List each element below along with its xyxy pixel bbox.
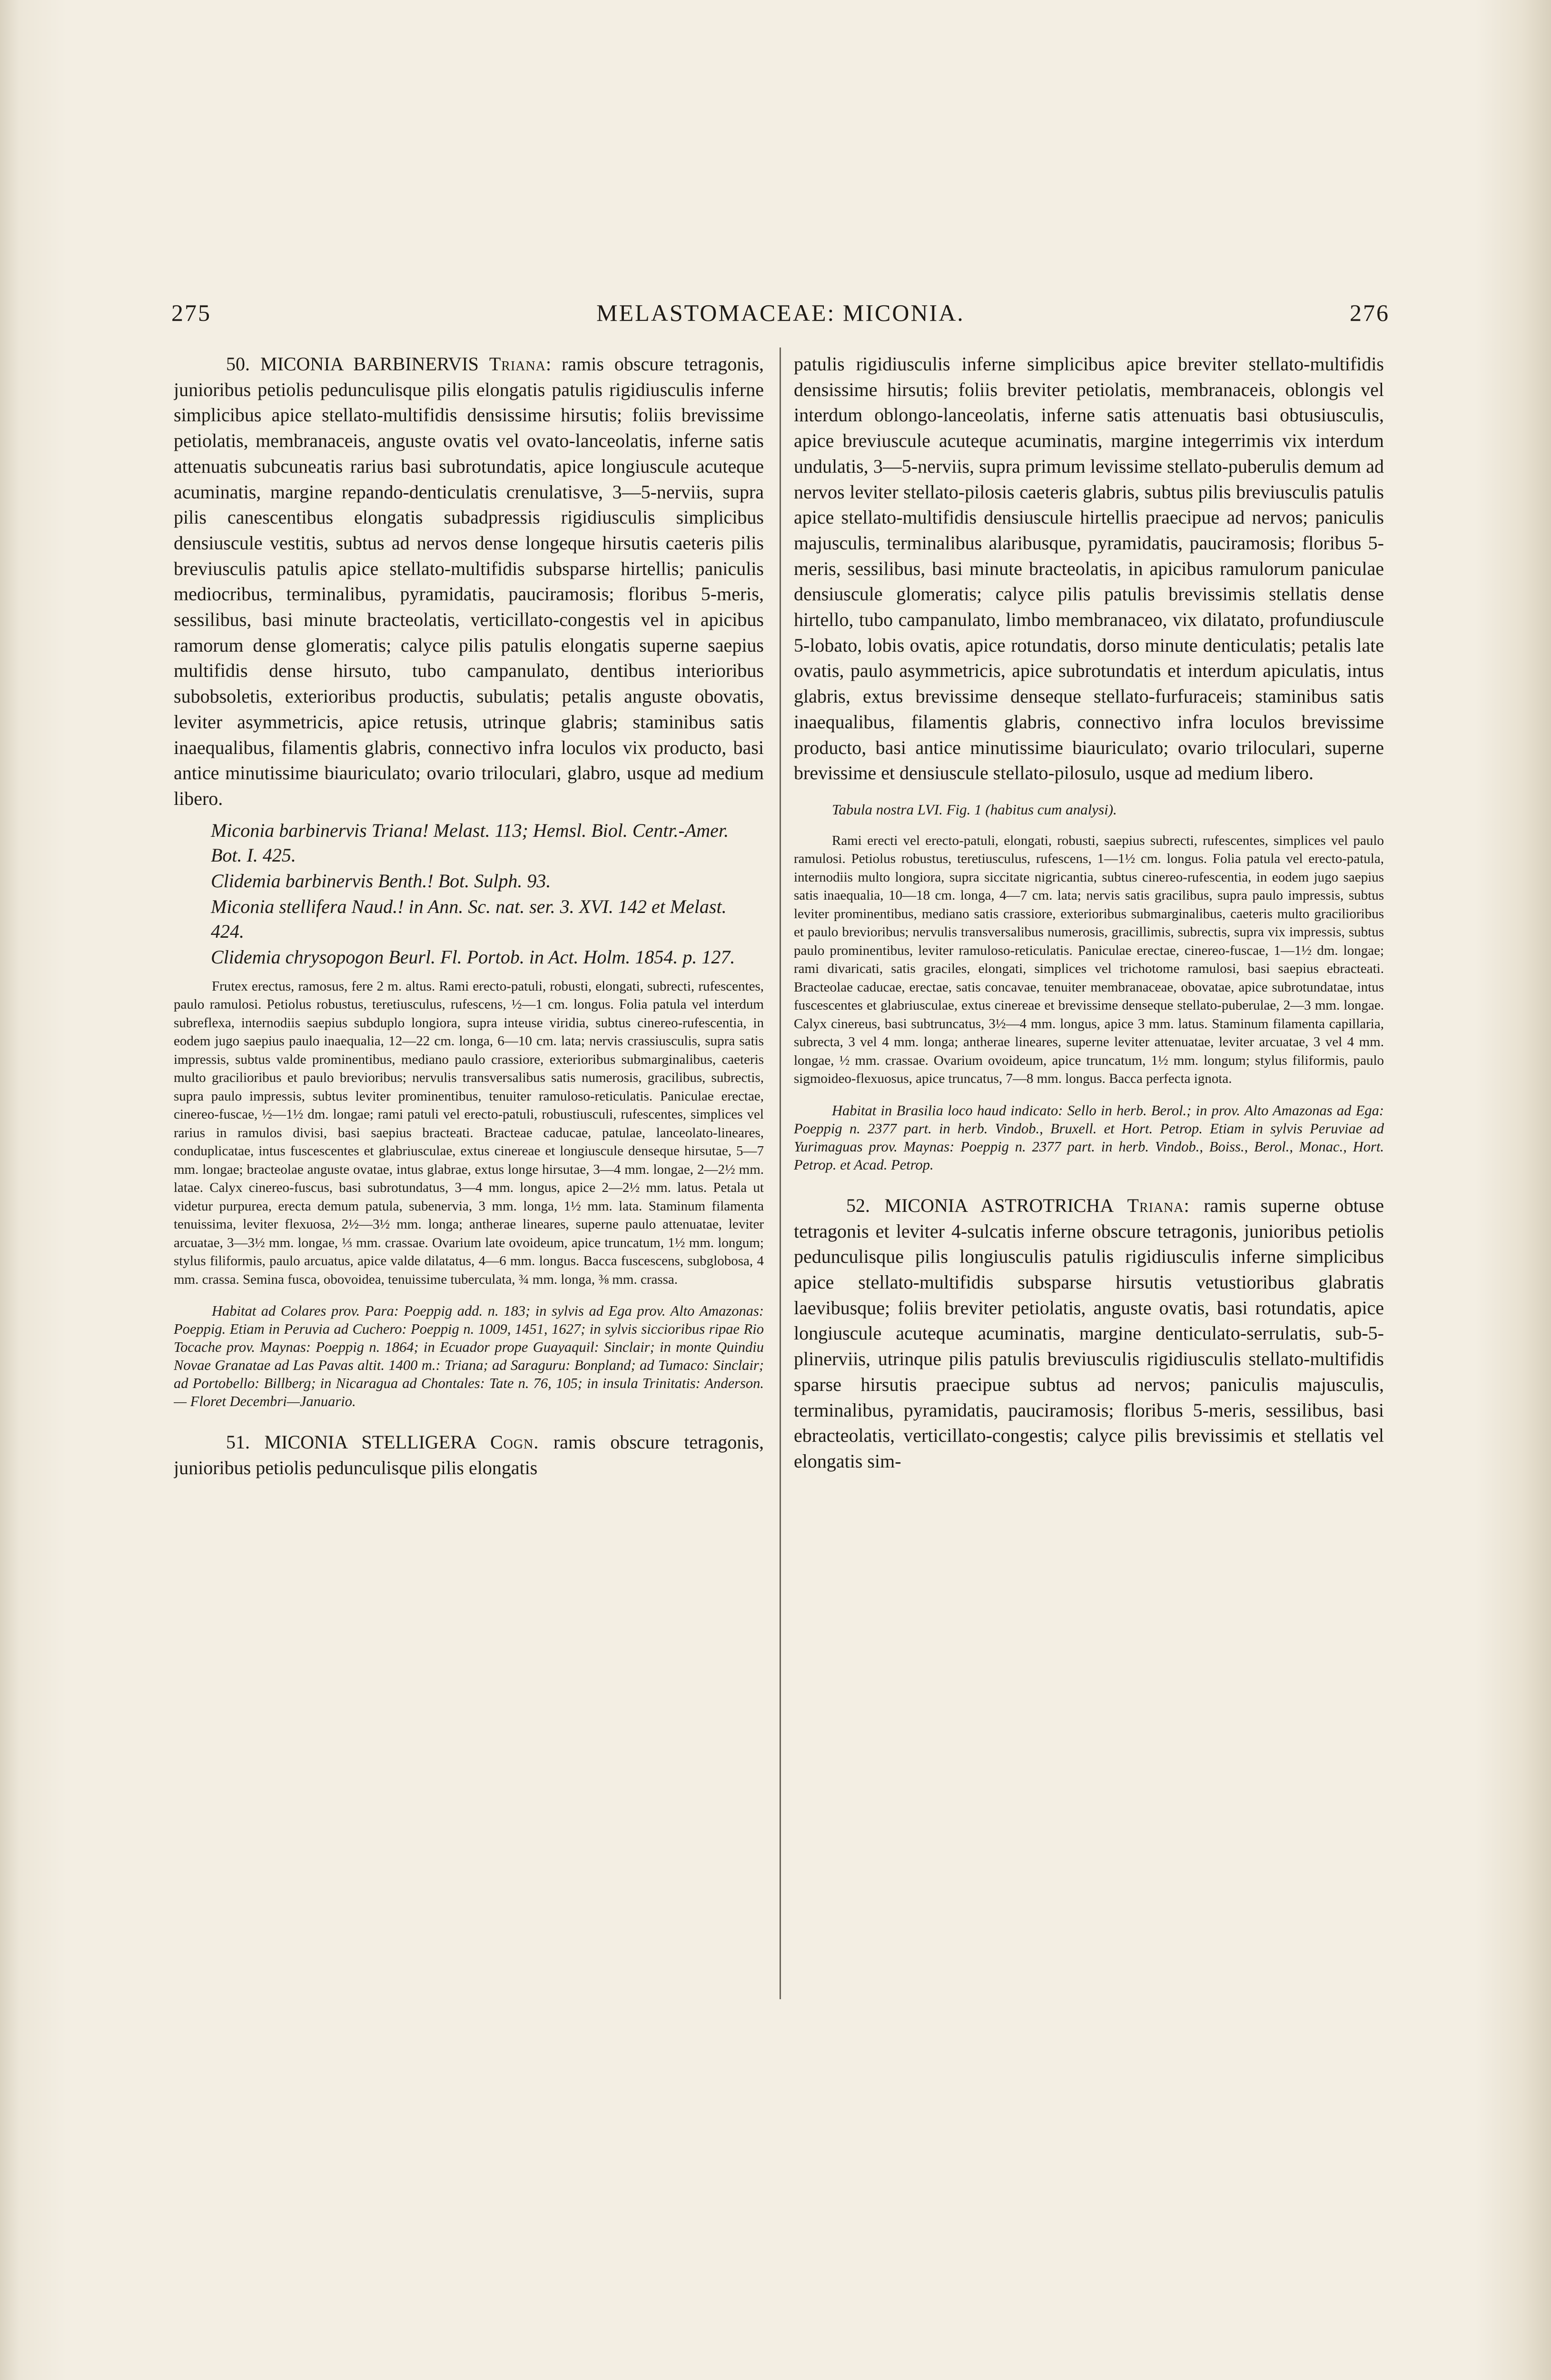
synonym-1: Miconia barbinervis Triana! Melast. 113; Hemsl. Biol. Centr.-Amer. Bot. I. 425. xyxy=(211,819,729,866)
species-50-author: Triana xyxy=(489,353,546,375)
species-51-number: 51. xyxy=(226,1431,250,1453)
species-50-synonyms xyxy=(174,818,764,970)
left-column xyxy=(174,351,764,1979)
species-51-diagnosis xyxy=(174,1429,764,1480)
synonym-2: Clidemia barbinervis Benth.! Bot. Sulph. 93. xyxy=(211,870,551,892)
species-52-number: 52. xyxy=(846,1194,870,1216)
species-51-continued: patulis rigidiusculis inferne simplicibus apice breviter stellato-multifidis densissime hirsutis; foliis breviter petiolatis, membranaceis, oblongis vel interdum oblongo-lanceolatis, inferne satis attenuatis basi obtusiusculis, apice breviuscule acuteque acuminatis, margine integerrimis vix interdum undulatis, 3—5-nerviis, supra primum levissime stellato-puberulis demum ad nervos leviter stellato-pilosis caeteris glabris, subtus pilis breviusculis patulis apice stellato-multifidis densiuscule hirtellis praecipue ad nervos; paniculis majusculis, terminalibus alaribusque, pyramidatis, pauciramosis; floribus 5-meris, sessilibus, basi minute bracteolatis, in apicibus ramulorum paniculae densiuscule glomeratis; calyce pilis patulis brevissimis stellatis dense hirtello, tubo campanulato, limbo membranaceo, vix dilatato, profundiuscule 5-lobato, lobis ovatis, apice rotundatis, dorso minute denticulatis; petalis late ovatis, paulo asymmetricis, apice subrotundatis et interdum apiculatis, intus glabris, extus brevissime denseque stellato-furfuraceis; staminibus satis inaequalibus, filamentis glabris, connectivo infra loculos brevissime producto, basi antice minutissime biauriculato; ovario triloculari, superne brevissime et densiuscule stellato-pilosulo, usque ad medium libero. xyxy=(794,353,1384,784)
right-column xyxy=(794,351,1384,1855)
synonym-3: Miconia stellifera Naud.! in Ann. Sc. nat. ser. 3. XVI. 142 et Melast. 424. xyxy=(211,895,727,942)
species-51-text: ramis obscure tetragonis, junioribus petiolis pedunculisque pilis elongatis xyxy=(174,1431,764,1478)
page-number-right: 276 xyxy=(1350,299,1390,326)
species-52-author: Triana xyxy=(1127,1194,1184,1216)
species-51-author: Cogn. xyxy=(490,1431,539,1453)
species-50-number: 50. xyxy=(226,353,250,375)
species-50-name: MICONIA BARBINERVIS xyxy=(260,353,479,375)
page-number-left: 275 xyxy=(171,299,211,326)
species-50-habitat: Habitat ad Colares prov. Para: Poeppig add. n. 183; in sylvis ad Ega prov. Alto Amazonas: Poeppig. Etiam in Peruvia ad Cuchero: Poeppig n. 1009, 1451, 1627; in sylvis siccioribus ripae Rio Tocache prov. Maynas: Poeppig n. 1864; in Ecuador prope Guayaquil: Sinclair; in monte Quindiu Novae Granatae ad Las Pavas altit. 1400 m.: Triana; ad Saraguru: Bonpland; ad Tumaco: Sinclair; ad Portobello: Billberg; in Nicaragua ad Chontales: Tate n. 76, 105; in insula Trinitatis: Anderson. — Floret Decembri—Januario. xyxy=(174,1303,764,1410)
species-52-name: MICONIA ASTROTRICHA xyxy=(884,1194,1113,1216)
synonym-4: Clidemia chrysopogon Beurl. Fl. Portob. in Act. Holm. 1854. p. 127. xyxy=(211,946,735,968)
species-50-description: Frutex erectus, ramosus, fere 2 m. altus. Rami erecto-patuli, robusti, elongati, subrecti, rufescentes, paulo ramulosi. Petiolus robustus, teretiusculus, rufescens, ½—1 cm. longus. Folia patula vel interdum subreflexa, internodiis saepius subduplo longiora, supra inteuse viridia, subtus cinereo-rufescentia, in eodem jugo saepius paulo inaequalia, 12—22 cm. longa, 6—10 cm. lata; nervis crassiusculis, supra satis impressis, subtus valde prominentibus, mediano paulo crassiore, exterioribus submarginalibus, caeteris multo gracilioribus et paulo brevioribus; nervulis transversalibus satis numerosis, gracilibus, subrectis, supra paulo impressis, subtus leviter prominentibus, tenuiter ramuloso-reticulatis. Paniculae erectae, cinereo-fuscae, ½—1½ dm. longae; rami patuli vel erecto-patuli, robustiusculi, rufescentes, simplices vel rarius in ramulos divisi, basi saepius bracteati. Bracteae caducae, patulae, lanceolato-lineares, conduplicatae, intus fuscescentes et glabriusculae, extus cinereae et longiuscule denseque hirsutae, 5—7 mm. longae; bracteolae anguste ovatae, intus glabrae, extus longe hirsutae, 3—4 mm. longae, 2—2½ mm. latae. Calyx cinereo-fuscus, basi subrotundatus, 3—4 mm. longus, apice 2—2½ mm. latus. Petala ut videtur purpurea, erecta demum patula, subenervia, 3 mm. longa, 1½ mm. lata. Staminum filamenta tenuissima, leviter flexuosa, 2½—3½ mm. longa; antherae lineares, superne paulo attenuatae, leviter arcuatae, 3—3½ mm. longae, ⅓ mm. crassae. Ovarium late ovoideum, apice truncatum, 1½ mm. longum; stylus filiformis, paulo arcuatus, apice valde dilatatus, 4—6 mm. longus. Bacca fuscescens, subglobosa, 4 mm. crassa. Semina fusca, obovoidea, tenuissime tuberculata, ¾ mm. longa, ⅜ mm. crassa. xyxy=(174,978,764,1287)
species-50-text: : ramis obscure tetragonis, junioribus petiolis pedunculisque pilis elongatis patulis rigidiusculis inferne simplicibus apice stellato-multifidis densissime hirsutis; foliis brevissime petiolatis, membranaceis, anguste ovatis vel ovato-lanceolatis, inferne satis attenuatis subcuneatis rarius basi subrotundatis, apice longiuscule acuteque acuminatis, margine repando-denticulatis crenulatisve, 3—5-nerviis, supra pilis canescentibus elongatis subadpressis rigidiusculis simplicibus densiuscule vestitis, subtus ad nervos dense longeque hirsutis caeteris pilis breviusculis patulis apice stellato-multifidis subsparse hirtellis; paniculis mediocribus, terminalibus, pyramidatis, pauciramosis; floribus 5-meris, sessilibus, basi minute bracteolatis, verticillato-congestis vel in apicibus ramorum dense glomeratis; calyce pilis patulis elongatis superne saepius multifidis dense hirsuto, tubo campanulato, dentibus interioribus subobsoletis, exterioribus productis, subulatis; petalis anguste obovatis, leviter asymmetricis, apice retusis, utrinque glabris; staminibus satis inaequalibus, filamentis glabris, connectivo infra loculos vix producto, basi antice minutissime biauriculato; ovario triloculari, glabro, usque ad medium libero. xyxy=(174,353,764,809)
column-divider xyxy=(780,347,781,1999)
plate-reference: Tabula nostra LVI. Fig. 1 (habitus cum analysi). xyxy=(832,801,1117,818)
running-title: MELASTOMACEAE: MICONIA. xyxy=(596,299,965,326)
species-51-name: MICONIA STELLIGERA xyxy=(264,1431,476,1453)
species-52-diagnosis xyxy=(794,1193,1384,1474)
species-51-habitat: Habitat in Brasilia loco haud indicato: Sello in herb. Berol.; in prov. Alto Amazonas ad Ega: Poeppig n. 2377 part. in herb. Vindob., Bruxell. et Hort. Petrop. Etiam in sylvis Peruviae ad Yurimaguas prov. Maynas: Poeppig n. 2377 part. in herb. Vindob., Boiss., Berol., Monac., Hort. Petrop. et Acad. Petrop. xyxy=(794,1102,1384,1173)
species-51-description: Rami erecti vel erecto-patuli, elongati, robusti, saepius subrecti, rufescentes, simplices vel paulo ramulosi. Petiolus robustus, teretiusculus, rufescens, 1—1½ cm. longus. Folia patula vel erecto-patula, internodiis multo longiora, supra siccitate nigricantia, subtus cinereo-rufescentia, in eodem jugo saepius satis inaequalia, 10—18 cm. longa, 4—7 cm. lata; nervis satis gracilibus, supra paulo impressis, subtus leviter prominentibus, mediano satis crassiore, exterioribus submarginalibus, caeteris multo gracilioribus et paulo brevioribus; nervulis transversalibus numerosis, gracillimis, subrectis, supra vix impressis, subtus paulo prominentibus, leviter ramuloso-reticulatis. Paniculae erectae, cinereo-fuscae, 1—1½ dm. longae; rami divaricati, satis graciles, elongati, simplices vel trichotome ramulosi, basi saepius ebracteati. Bracteolae caducae, erectae, satis concavae, tenuiter membranaceae, obovatae, apice subrotundatae, intus fuscescentes et glabriusculae, extus cinereae et brevissime denseque stellato-puberulae, 2—3 mm. longae. Calyx cinereus, basi subtruncatus, 3½—4 mm. longus, apice 3 mm. latus. Staminum filamenta capillaria, subrecta, 3 vel 4 mm. longa; antherae lineares, superne leviter attenuatae, leviter arcuatae, 3 vel 4 mm. longae, ½ mm. crassae. Ovarium ovoideum, apice truncatum, 1½ mm. longum; stylus filiformis, paulo sigmoideo-flexuosus, apice truncatus, 7—8 mm. longus. Bacca perfecta ignota. xyxy=(794,833,1384,1087)
species-50-diagnosis xyxy=(174,351,764,812)
running-header xyxy=(171,299,1390,337)
species-52-text: : ramis superne obtuse tetragonis et leviter 4-sulcatis inferne obscure tetragonis, junioribus petiolis pedunculisque pilis longiusculis patulis rigidiusculis inferne simplicibus apice stellato-multifidis subsparse hirsutis vetustioribus glabratis laevibusque; foliis breviter petiolatis, anguste ovatis, basi rotundatis, apice longiuscule acuteque acuminatis, margine denticulato-serrulatis, sub-5-plinerviis, utrinque pilis patulis breviusculis rigidiusculis stellato-multifidis sparse hirsutis praecipue subtus ad nervos; paniculis majusculis, terminalibus, pyramidatis, pauciramosis; floribus 5-meris, sessilibus, basi ebracteolatis, verticillato-congestis; calyce pilis brevissimis et stellatis vel elongatis sim- xyxy=(794,1194,1384,1472)
